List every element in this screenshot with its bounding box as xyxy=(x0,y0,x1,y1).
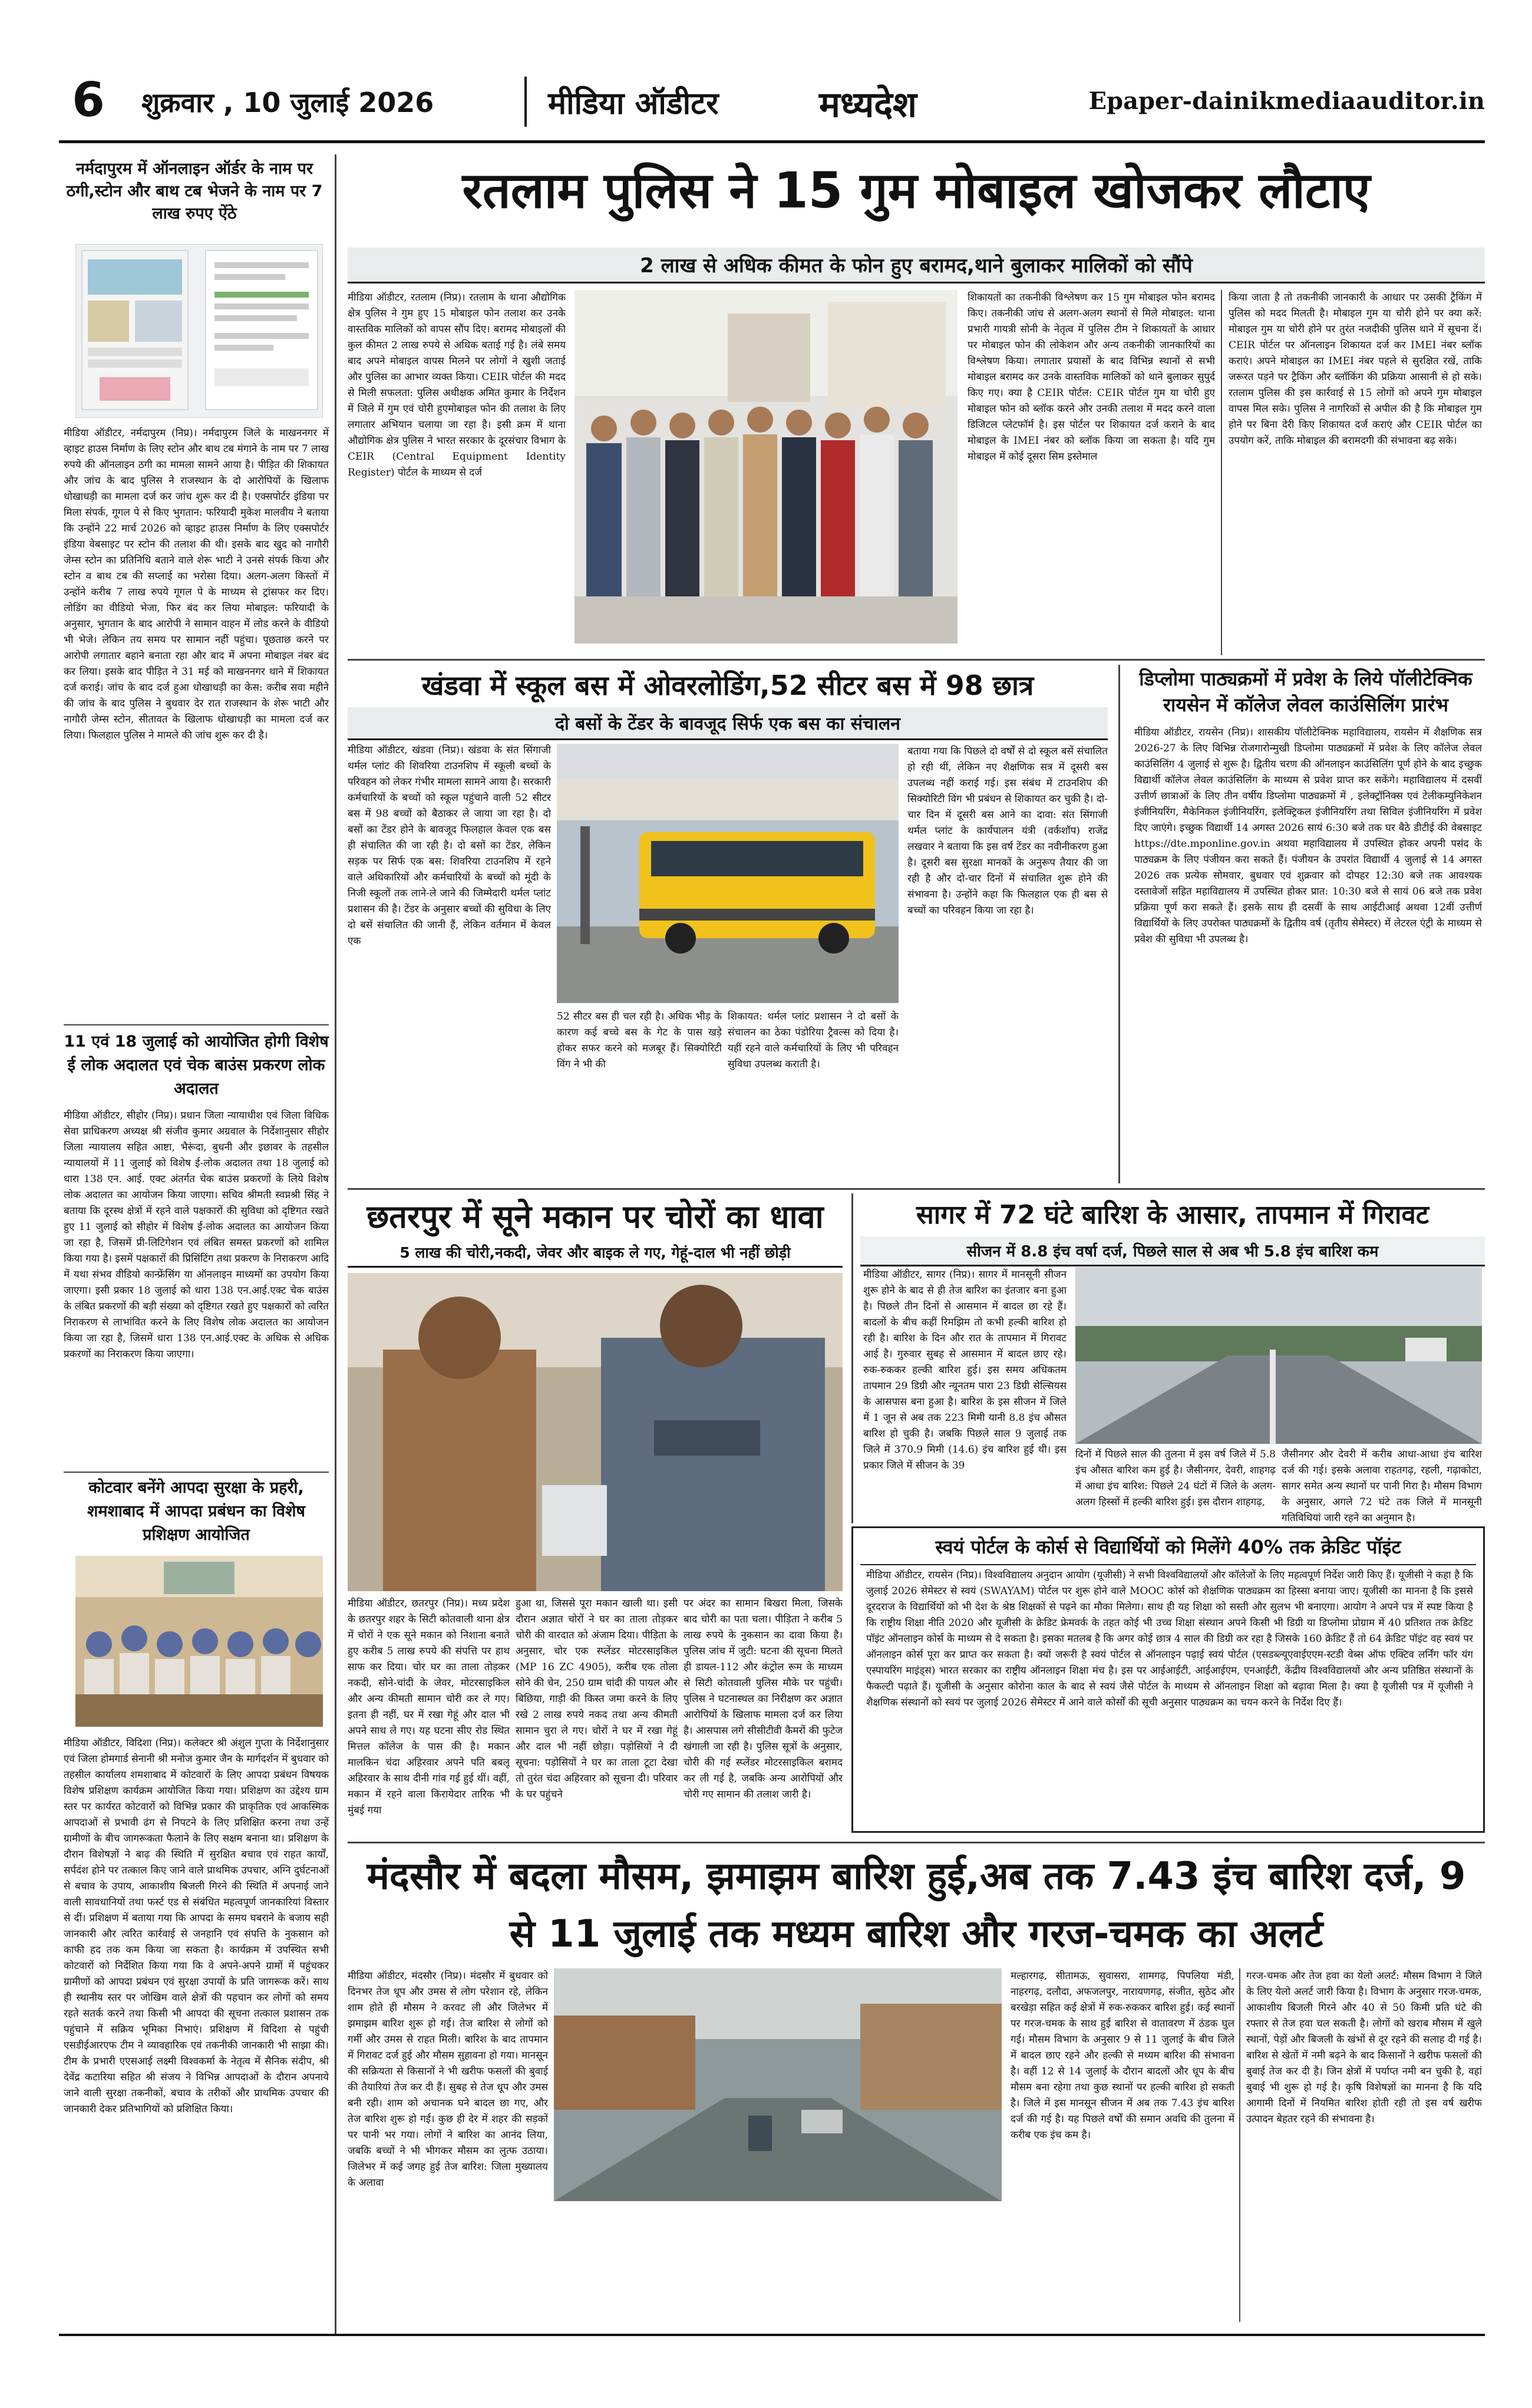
khandwa-headline: खंडवा में स्कूल बस में ओवरलोडिंग,52 सीटर बस में 98 छात्र xyxy=(421,669,1034,701)
khandwa-subheadline: दो बसों के टेंडर के बावजूद सिर्फ एक बस का संचालन xyxy=(348,707,1108,740)
page-bottom-rule xyxy=(59,2334,1485,2336)
section-name: मध्यदेश xyxy=(819,84,917,126)
left-story1-title: नर्मदापुरम में ऑनलाइन ऑर्डर के नाम पर ठगी,स्टोन और बाथ टब भेजने के नाम पर 7 लाख रुपए ऐंठे xyxy=(66,160,323,223)
chhatarpur-col3: पर अंदर का सामान बिखरा मिला, जिसके बाद चोरी का पता चला। पीड़िता ने करीब 5 लाख रुपये के नुकसान का दावा किया है। पुलिस जांच में जुटी: घटना की सूचना मिलते ही डायल-112 और कंट्रोल रूम के माध्यम से सिटी कोतवाली पुलिस मौके पर पहुंची। पुलिस ने घटनास्थल का निरीक्षण कर अज्ञात आरोपियों के खिलाफ मामला दर्ज कर लिया है। आसपास लगे सीसीटीवी कैमरों की फुटेज खंगाली जा रही है। पुलिस सूत्रों के अनुसार, चोरी की गई स्प्लेंडर मोटरसाइकिल बरामद कर ली गई है, जबकि अन्य आरोपियों और चोरी गए सामान की तलाश जारी है। xyxy=(684,1598,843,1800)
swayam-headline: स्वयं पोर्टल के कोर्स से विद्यार्थियों को मिलेंगे 40% तक क्रेडिट पॉइंट xyxy=(860,1532,1476,1565)
epaper-url: Epaper-dainikmediaauditor.in xyxy=(1088,87,1485,115)
left-story3-photo xyxy=(75,1556,323,1727)
ratlam-subheadline: 2 लाख से अधिक कीमत के फोन हुए बरामद,थाने बुलाकर मालिकों को सौंपे xyxy=(348,248,1485,283)
swayam-body: मीडिया ऑडीटर, रायसेन (निप्र)। विश्वविद्यालय अनुदान आयोग (यूजीसी) ने सभी विश्वविद्यालयों और कॉलेजों के लिए महत्वपूर्ण निर्देश जारी किए हैं। यूजीसी ने कहा है कि जुलाई 2026 सेमेस्टर से स्वयं (SWAYAM) पोर्टल पर शुरू होने वाले MOOC कोर्स को शैक्षणिक पाठ्यक्रम का हिस्सा बनाया जाए। यूजीसी का मानना है कि इससे दूरदराज के विद्यार्थियों को भी देश के श्रेष्ठ शिक्षकों से पढ़ने का मौका मिलेगा। साथ ही यह शिक्षा को सस्ती और सुलभ भी बनाएगा। आयोग ने अपने पत्र में स्पष्ट किया है कि राष्ट्रीय शिक्षा नीति 2020 और यूजीसी के क्रेडिट फ्रेमवर्क के तहत कोई भी उच्च शिक्षा संस्थान अपने किसी भी डिग्री या डिप्लोमा प्रोग्राम में 40 प्रतिशत तक क्रेडिट पॉइंट ऑनलाइन कोर्स के माध्यम से दे सकता है। इसका मतलब है कि अगर कोई छात्र 4 साल की डिग्री कर रहा है जिसके 160 क्रेडिट हैं तो 64 क्रेडिट पॉइंट वह स्वयं पर ऑनलाइन कोर्स पूरा कर प्राप्त कर सकता है। क्यों जरूरी है स्वयं पोर्टल से ऑनलाइन पढ़ाई स्वयं पोर्टल (एसडब्ल्यूएवाईएएम-स्टडी वेब्स ऑफ एक्टिव लर्निंग फॉर यंग एस्पायरिंग माइंड्स) भारत सरकार का राष्ट्रीय ऑनलाइन शिक्षा मंच है। इस पर आईआईटी, आईआईएम, एनआईटी, केंद्रीय विश्वविद्यालयों और अन्य प्रतिष्ठित संस्थानों के फैकल्टी पढ़ाते हैं। यूजीसी के अनुसार कोरोना काल के बाद से स्वयं जैसे पोर्टल के माध्यम से ऑनलाइन शिक्षा को बढ़ावा मिला है। क्या है यूजीसी पत्र में यूजीसी ने शैक्षणिक संस्थानों को स्वयं पर जुलाई 2026 सेमेस्टर में आने वाले कोर्सों की सूची अनुसार पाठ्यक्रम का चयन करने के निर्देश दिए हैं। xyxy=(866,1569,1473,1708)
left-sep-2 xyxy=(64,1472,329,1473)
mandsaur-col1-cont xyxy=(348,1968,548,2322)
mandsaur-col1: मीडिया ऑडीटर, मंदसौर (निप्र)। मंदसौर में बुधवार को दिनभर तेज धूप और उमस से लोग परेशान रहे, लेकिन शाम होते ही मौसम ने करवट ली और जिलेभर में झमाझम बारिश शुरू हो गई। तेज बारिश से लोगों को गर्मी और उमस से राहत मिली। बारिश के बाद तापमान में गिरावट दर्ज हुई और मौसम सुहावना हो गया। मानसून की सक्रियता से किसानों ने भी खरीफ फसलों की बुवाई की तैयारियां तेज कर दी हैं। सुबह से तेज धूप और उमस बनी रही। शाम को अचानक घने बादल छा गए, और तेज बारिश शुरू हो गई। कुछ ही देर में शहर की सड़कों पर पानी भर गया। लोगों ने बारिश का आनंद लिया, जबकि बच्चों ने भी भीगकर मौसम का लुत्फ उठाया। जिलेभर में कई जगह हुई तेज बारिश: जिला मुख्यालय के अलावा xyxy=(348,1970,548,2189)
swayam-bottom-rule xyxy=(348,1842,1485,1843)
chhatarpur-col1: मीडिया ऑडीटर, छतरपुर (निप्र)। मध्य प्रदेश के छतरपुर शहर के सिटी कोतवाली थाना क्षेत्र में चोरों ने एक सूने मकान को निशाना बनाते हुए करीब 5 लाख रुपये की संपत्ति पर हाथ साफ कर दिया। चोर घर का ताला तोड़कर नकदी, सोने-चांदी के जेवर, मोटरसाइकिल और अन्य कीमती सामान चोरी कर ले गए। इतना ही नहीं, घर में रखा गेहूं और दाल भी अपने साथ ले गए। यह घटना सीए रोड स्थित मित्तल कॉलेज के पास की है। मकान मालकिन चंदा अहिरवार अपने पति बबलू अहिरवार के साथ दीनी गांव गई हुई थीं। वहीं, मकान में रहने वाला किरायेदार तारिक भी मुंबई गया xyxy=(348,1598,510,1816)
ratlam-bottom-rule xyxy=(348,659,1485,661)
sagar-col1: मीडिया ऑडीटर, सागर (निप्र)। सागर में मानसूनी सीजन शुरू होने के बाद से ही तेज बारिश का इंतजार बना हुआ है। पिछले तीन दिनों से आसमान में बादल छा रहे हैं। बादलों के बीच कहीं रिमझिम तो कभी हल्की बारिश हो रही है। बारिश के दिन और रात के तापमान में गिरावट आई है। गुरुवार सुबह से आसमान में बादल छाए रहे। रुक-रुककर हल्की बारिश हुई। इस समय अधिकतम तापमान 29 डिग्री और न्यूनतम पारा 23 डिग्री सेल्सियस के आसपास बना हुआ है। बारिश के इस सीजन में जिले में 1 जून से अब तक 223 मिमी यानी 8.8 इंच औसत बारिश हो चुकी है। जबकि पिछले साल 9 जुलाई तक जिले में 370.9 मिमी (14.6) इंच बारिश हुई थी। इस प्रकार जिले में सीजन के 39 xyxy=(863,1269,1067,1472)
left-column-divider xyxy=(335,154,336,2335)
left-sep-1 xyxy=(64,1024,329,1025)
khandwa-col1: मीडिया ऑडीटर, खंडवा (निप्र)। खंडवा के संत सिंगाजी थर्मल प्लांट की शिवरिया टाउनशिप में स्कूली बच्चों के परिवहन को लेकर गंभीर मामला सामने आया है। सरकारी कर्मचारियों के बच्चों को स्कूल पहुंचाने वाली 52 सीटर बस में 98 बच्चों को बैठाकर ले जाया जा रहा है। दो बसों का टेंडर होने के बावजूद फिलहाल केवल एक बस ही संचालित की जा रही है। दो बसों का टेंडर, लेकिन सड़क पर सिर्फ एक बस: शिवरिया टाउनशिप में रहने वाले अधिकारियों और कर्मचारियों के बच्चों को मूंदी के निजी स्कूलों तक लाने-ले जाने की जिम्मेदारी थर्मल प्लांट प्रशासन की है। टेंडर के अनुसार बच्चों की सुविधा के लिए दो बसें संचालित की जानी हैं, लेकिन वर्तमान में केवल एक xyxy=(348,744,551,947)
mandsaur-rain-photo xyxy=(554,1968,1002,2201)
left-story3-title: कोटवार बनेंगे आपदा सुरक्षा के प्रहरी, शमशाबाद में आपदा प्रबंधन का विशेष प्रशिक्षण आयोजित xyxy=(87,1479,306,1544)
ratlam-col3: किया जाता है तो तकनीकी जानकारी के आधार पर उसकी ट्रैकिंग में पुलिस को मदद मिलती है। मोबाइल गुम या चोरी होने पर क्या करें: मोबाइल गुम या चोरी होने पर तुरंत नजदीकी पुलिस थाने में सूचना दें। CEIR पोर्टल पर ऑनलाइन शिकायत दर्ज कर IMEI नंबर ब्लॉक कराएं। अपने मोबाइल का IMEI नंबर पहले से सुरक्षित रखें, ताकि जरूरत पड़ने पर ट्रैकिंग और ब्लॉकिंग की प्रक्रिया आसानी से हो सके। रतलाम पुलिस की इस कार्रवाई से 15 लोगों को अपने गुम मोबाइल वापस मिल सके। पुलिस ने नागरिकों से अपील की है कि मोबाइल गुम होने पर बिना देरी किए शिकायत दर्ज कराएं और CEIR पोर्टल का उपयोग करें, ताकि मोबाइल की बरामदगी की संभावना बढ़ सके। xyxy=(1229,292,1482,447)
sagar-photo xyxy=(1075,1267,1482,1444)
ratlam-col2: शिकायतों का तकनीकी विश्लेषण कर 15 गुम मोबाइल फोन बरामद किए। तकनीकी जांच से अलग-अलग स्थानों से मिले मोबाइल: थाना प्रभारी गायत्री सोनी के नेतृत्व में पुलिस टीम ने शिकायतों के आधार पर मोबाइल फोन की लोकेशन और अन्य तकनीकी जानकारियों का विश्लेषण किया। लगातार प्रयासों के बाद विभिन्न स्थानों से सभी मोबाइल बरामद कर उनके वास्तविक मालिकों को थाने बुलाकर सुपुर्द किए गए। क्या है CEIR पोर्टल: CEIR पोर्टल गुम या चोरी हुए मोबाइल फोन को ब्लॉक करने और उनकी तलाश में मदद करने वाला डिजिटल प्लेटफॉर्म है। इस पोर्टल पर शिकायत दर्ज कराने के बाद मोबाइल के IMEI नंबर को ब्लॉक किया जा सकता है। यदि गुम मोबाइल में कोई दूसरा सिम इस्तेमाल xyxy=(968,292,1215,463)
khandwa-caption2: शिकायत: थर्मल प्लांट प्रशासन ने दो बसों के संचालन का ठेका पंडोरिया ट्रैवल्स को दिया है। यहीं रहने वाले कर्मचारियों के लिए भी परिवहन सुविधा उपलब्ध कराती है। xyxy=(728,1011,899,1070)
chhatarpur-headline: छतरपुर में सूने मकान पर चोरों का धावा xyxy=(367,1198,824,1235)
sagar-col3: जैसीनगर और देवरी में करीब आधा-आधा इंच बारिश दर्ज की गई। इसके अलावा राहतगढ़, रहली, गढ़ाकोटा, सागर समेत अन्य स्थानों पर पानी गिरा है। मौसम विभाग के अनुसार, अगले 72 घंटे तक जिले में मानसूनी गतिविधियां जारी रहने का अनुमान है। xyxy=(1282,1449,1482,1524)
khandwa-bottom-rule xyxy=(348,1188,1485,1190)
ratlam-col-divider xyxy=(1221,290,1222,655)
masthead-divider xyxy=(524,77,527,127)
chhatarpur-subheadline: 5 लाख की चोरी,नकदी, जेवर और बाइक ले गए, गेहूं-दाल भी नहीं छोड़ी xyxy=(348,1242,843,1268)
left-story2-title: 11 एवं 18 जुलाई को आयोजित होगी विशेष ई लोक अदालत एवं चेक बाउंस प्रकरण लोक अदालत xyxy=(64,1033,329,1098)
khandwa-col3: बताया गया कि पिछले दो वर्षों से दो स्कूल बसें संचालित हो रही थीं, लेकिन नए शैक्षणिक सत्र में दूसरी बस उपलब्ध नहीं कराई गई। इस संबंध में टाउनशिप की सिक्योरिटी विंग भी प्रबंधन से शिकायत कर चुकी है। दो-चार दिन में दूसरी बस आने का दावा: संत सिंगाजी थर्मल प्लांट के कार्यपालन यंत्री (वर्कशॉप) राजेंद्र लखवार ने बताया कि इस वर्ष टेंडर का नवीनीकरण हुआ है। दूसरी बस सुरक्षा मानकों के अनुरूप तैयार की जा रही है और दो-चार दिनों में संचालित शुरू होने की संभावना है। उन्होंने कहा कि फिलहाल एक ही बस से बच्चों का परिवहन किया जा रहा है। xyxy=(907,746,1108,916)
page-number: 6 xyxy=(72,72,105,127)
raisen-headline: डिप्लोमा पाठ्यक्रमों में प्रवेश के लिये पॉलीटेक्निक रायसेन में कॉलेज लेवल काउंसिलिंग प्रारंभ xyxy=(1139,668,1472,716)
chhatarpur-col2: हुआ था, जिससे पूरा मकान खाली था। इसी दौरान अज्ञात चोरों ने घर का ताला तोड़कर चोरी की वारदात को अंजाम दिया। पीड़िता के अनुसार, चोर एक स्प्लेंडर मोटरसाइकिल (MP 16 ZC 4905), करीब एक तोला सोने की चेन, 250 ग्राम चांदी की पायल और बिछिया, गाड़ी की किस्त जमा करने के लिए रखे 2 लाख रुपये नकद तथा अन्य कीमती सामान चुरा ले गए। चोरों ने घर में रखा गेहूं और दाल भी नहीं छोड़ा। पड़ोसियों ने दी सूचना: पड़ोसियों ने घर का ताला टूटा देखा तो तुरंत चंदा अहिरवार को सूचना दी। परिवार के घर पहुंचने xyxy=(516,1598,678,1800)
paper-name: मीडिया ऑडीटर xyxy=(548,86,719,121)
ratlam-headline: रतलाम पुलिस ने 15 गुम मोबाइल खोजकर लौटाए xyxy=(462,161,1371,219)
masthead xyxy=(59,71,1485,136)
left-story1-photo xyxy=(75,244,323,418)
masthead-rule xyxy=(59,140,1485,143)
khandwa-caption1: 52 सीटर बस ही चल रही है। अधिक भीड़ के कारण कई बच्चे बस के गेट के पास खड़े होकर सफर करने को मजबूर हैं। सिक्योरिटी विंग ने भी की xyxy=(557,1011,722,1070)
mandsaur-col-divider xyxy=(1239,1968,1240,2322)
left-story2-body: मीडिया ऑडीटर, सीहोर (निप्र)। प्रधान जिला न्यायाधीश एवं जिला विधिक सेवा प्राधिकरण अध्यक्ष श्री संजीव कुमार अग्रवाल के निर्देशानुसार सीहोर जिला न्यायालय सहित आष्टा, भैरूंदा, बुधनी और इछावर के तहसील न्यायालयों में 11 जुलाई को विशेष ई-लोक अदालत तथा 18 जुलाई को धारा 138 एन. आई. एक्ट अंतर्गत चेक बाउंस प्रकरणों के लिये विशेष लोक अदालत का आयोजन किया जाएगा। सचिव श्रीमती स्वप्नश्री सिंह ने बताया कि दूरस्थ क्षेत्रों में रहने वाले पक्षकारों की सुविधा को दृष्टिगत रखते हुए 11 जुलाई को सीहोर में विशेष ई-लोक अदालत का आयोजन किया जा रहा है, जिसमें प्री-लिटिगेशन एवं लंबित समस्त प्रकरणों को शामिल किया गया है। इसमें पक्षकारों की प्रिसिंटिंग तथा प्रकरण के निराकरण आदि में यथा संभव वीडियो कान्फ्रेंसिंग या ऑनलाइन माध्यमों का उपयोग किया जाएगा। इसी प्रकार 18 जुलाई को धारा 138 एन.आई.एक्ट चेक बाउंस के लंबित प्रकरणों की बड़ी संख्या को दृष्टिगत रखते हुए पक्षकारों को त्वरित निराकरण से लाभांवित करने के लिए विशेष लोक अदालत का आयोजन किया जा रहा है, जिसमें धारा 138 एन.आई.एक्ट के अधिक से अधिक प्रकरणों का निराकरण किया जाएगा। xyxy=(64,1110,329,1360)
left-story3-body: मीडिया ऑडीटर, विदिशा (निप्र)। कलेक्टर श्री अंशुल गुप्ता के निर्देशानुसार एवं जिला होमगार्ड सेनानी श्री मनोज कुमार जैन के मार्गदर्शन में बुधवार को तहसील कार्यालय शमशाबाद में कोटवारों के लिए आपदा प्रबंधन विषयक विशेष प्रशिक्षण कार्यक्रम आयोजित किया गया। प्रशिक्षण का उद्देश्य ग्राम स्तर पर कार्यरत कोटवारों को विभिन्न प्रकार की प्राकृतिक एवं आकस्मिक आपदाओं से प्रभावी ढंग से निपटने के लिए प्रशिक्षित करना तथा उन्हें ग्रामीणों के बीच जागरूकता फैलाने के लिए सक्षम बनाना था। प्रशिक्षण के दौरान विशेषज्ञों ने बाढ़ की स्थिति में सुरक्षित बचाव एवं राहत कार्यों, सर्पदंश होने पर तत्काल किए जाने वाले प्राथमिक उपचार, अग्नि दुर्घटनाओं से बचाव के उपाय, आकाशीय बिजली गिरने की स्थिति में अपनाई जाने वाली सावधानियों तथा फर्स्ट एड से संबंधित महत्वपूर्ण जानकारियां विस्तार से दीं। प्रशिक्षण में बताया गया कि आपदा के समय घबराने के बजाय सही जानकारी और त्वरित कार्रवाई से जनहानि एवं संपत्ति के नुकसान को काफी हद तक कम किया जा सकता है। कार्यक्रम में उपस्थित सभी कोटवारों को निर्देशित किया गया कि वे अपने-अपने ग्रामों में पहुंचकर ग्रामीणों को आपदा प्रबंधन एवं सुरक्षा उपायों के प्रति जागरूक करें। साथ ही स्थानीय स्तर पर जोखिम वाले क्षेत्रों की पहचान कर लोगों को समय रहते सतर्क करने तथा किसी भी आपदा की सूचना तत्काल प्रशासन तक पहुंचाने में सक्रिय भूमिका निभाएं। प्रशिक्षण में विदिशा से पहुंची एसडीईआरएफ टीम ने व्यावहारिक एवं तकनीकी जानकारी भी साझा की। टीम के प्रभारी एएसआई लक्ष्मी विश्वकर्मा के नेतृत्व में सैनिक संदीप, श्री देवेंद्र कटारिया सहित श्री संजय ने विभिन्न आपदाओं के दौरान अपनाये जाने वाली सुरक्षा तकनीकों, बचाव के तरीकों और प्राथमिक उपचार की जानकारी देकर प्रतिभागियों को प्रशिक्षित किया। xyxy=(64,1737,329,2115)
chhatarpur-photo xyxy=(348,1273,843,1591)
raisen-left-rule xyxy=(1118,665,1120,1183)
mandsaur-headline: मंदसौर में बदला मौसम, झमाझम बारिश हुई,अब तक 7.43 इंच बारिश दर्ज, 9 से 11 जुलाई तक मध्यम बारिश और गरज-चमक का अलर्ट xyxy=(367,1855,1466,1956)
raisen-body: मीडिया ऑडीटर, रायसेन (निप्र)। शासकीय पॉलीटेक्निक महाविद्यालय, रायसेन में शैक्षणिक सत्र 2026-27 के लिए विभिन्न रोजगारोन्मुखी डिप्लोमा पाठ्यक्रमों में प्रवेश के लिए कॉलेज लेवल काउंसिलिंग 4 जुलाई से शुरू है। द्वितीय चरण की ऑनलाइन काउंसिलिंग पूर्ण होने के बाद इच्छुक विद्यार्थी कॉलेज लेवल काउंसिलिंग के माध्यम से प्रवेश प्राप्त कर सकेंगे। महाविद्यालय में दसवीं उत्तीर्ण छात्राओं के लिए तीन वर्षीय डिप्लोमा पाठ्यक्रमों में , इलेक्ट्रॉनिक्स एवं टेलीकम्युनिकेशन इंजीनियरिंग, मैकेनिकल इंजीनियरिंग, इलेक्ट्रिकल इंजीनियरिंग तथा सिविल इंजीनियरिंग में प्रवेश दिए जाएंगे। इच्छुक विद्यार्थी 14 अगस्त 2026 सायं 6:30 बजे तक घर बैठे डीटीई की वेबसाइट https://dte.mponline.gov.in अथवा महाविद्यालय में उपस्थित होकर अपनी पसंद के पाठ्यक्रम के लिए पंजीयन करा सकते हैं। पंजीयन के उपरांत विद्यार्थी 4 जुलाई से 14 अगस्त 2026 तक प्रत्येक सोमवार, बुधवार एवं शुक्रवार को दोपहर 12:30 बजे तक आवश्यक दस्तावेजों सहित महाविद्यालय में उपस्थित होकर प्रात: 10:30 बजे से सायं 06 बजे तक प्रवेश प्रक्रिया पूर्ण करा सकते हैं। इसके साथ ही दसवीं के साथ आईटीआई अथवा 12वीं उत्तीर्ण विद्यार्थियों के लिए उपरोक्त पाठ्यक्रमों के द्वितीय वर्ष (तृतीय सेमेस्टर) में लेटरल एंट्री के माध्यम से प्रवेश की सुविधा भी उपलब्ध है। xyxy=(1134,727,1482,945)
sagar-col2: दिनों में पिछले साल की तुलना में इस वर्ष जिले में 5.8 इंच औसत बारिश कम हुई है। जैसीनगर, देवरी, शाहगढ़ में आधा इंच बारिश: पिछले 24 घंटों में जिले के अलग-अलग हिस्सों में हल्की बारिश हुई। इस दौरान शाहगढ़, xyxy=(1075,1449,1276,1508)
masthead-date: शुक्रवार , 10 जुलाई 2026 xyxy=(141,87,434,118)
sagar-subheadline: सीजन में 8.8 इंच वर्षा दर्ज, पिछले साल से अब भी 5.8 इंच बारिश कम xyxy=(860,1236,1485,1266)
left-story1-body: मीडिया ऑडीटर, नर्मदापुरम (निप्र)। नर्मदापुरम जिले के माखननगर में व्हाइट हाउस निर्माण के लिए स्टोन और बाथ टब मंगाने के नाम पर 7 लाख रुपये की ऑनलाइन ठगी का मामला सामने आया है। पीड़ित की शिकायत और जांच के बाद पुलिस ने राजस्थान के दो आरोपियों के खिलाफ धोखाधड़ी का मामला दर्ज कर जांच शुरू कर दी है। एक्सपोर्टर इंडिया पर मिला संपर्क, गूगल पे से किए भुगतान: फरियादी मुकेश मालवीय ने बताया कि उन्होंने 22 मार्च 2026 को व्हाइट हाउस निर्माण के लिए एक्सपोर्टर इंडिया वेबसाइट पर स्टोन की तलाश की थी। इसके बाद खुद को नागौरी जेम्स स्टोन का प्रतिनिधि बताने वाले शेरू भाटी ने उनसे संपर्क किया और स्टोन व बाथ टब की सप्लाई का भरोसा दिया। अलग-अलग किस्तों में उन्होंने करीब 7 लाख रुपये गूगल पे के माध्यम से ट्रांसफर कर दिए। लोडिंग का वीडियो भेजा, फिर बंद कर लिया मोबाइल: फरियादी के अनुसार, भुगतान के बाद आरोपी ने सामान वाहन में लोड करने के वीडियो भी भेजे। लेकिन तय समय पर सामान नहीं पहुंचा। पूछताछ करने पर आरोपी लगातार बहाने बनाता रहा और बाद में अपना मोबाइल नंबर बंद कर लिया। इसके बाद पीड़ित ने 31 मई को माखननगर थाने में शिकायत दर्ज कराई। जांच के बाद दर्ज हुआ धोखाधड़ी का केस: करीब सवा महीने की जांच के बाद पुलिस ने बुधवार देर रात राजस्थान के शेरू भाटी और नागौरी जेम्स स्टोन, सीतावत के खिलाफ धोखाधड़ी का मामला दर्ज कर लिया। फिलहाल पुलिस ने मामले की जांच शुरू कर दी है। xyxy=(64,427,329,741)
khandwa-bus-photo xyxy=(557,744,899,1003)
ratlam-col1: मीडिया ऑडीटर, रतलाम (निप्र)। रतलाम के थाना औद्योगिक क्षेत्र पुलिस ने गुम हुए 15 मोबाइल फोन तलाश कर उनके वास्तविक मालिकों को वापस सौंप दिए। बरामद मोबाइलों की कुल कीमत 2 लाख रुपये से अधिक बताई गई है। लंबे समय बाद अपने मोबाइल वापस मिलने पर लोगों ने खुशी जताई और पुलिस का आभार व्यक्त किया। CEIR पोर्टल की मदद से मिली सफलता: पुलिस अधीक्षक अमित कुमार के निर्देशन में जिले में गुम एवं चोरी हुएमोबाइल फोन की तलाश के लिए लगातार अभियान चलाया जा रहा है। इसी क्रम में थाना औद्योगिक क्षेत्र पुलिस ने भारत सरकार के दूरसंचार विभाग के CEIR (Central Equipment Identity Register) पोर्टल के माध्यम से दर्ज xyxy=(348,292,566,479)
mandsaur-col3: गरज-चमक और तेज हवा का येलो अलर्ट: मौसम विभाग ने जिले के लिए येलो अलर्ट जारी किया है। विभाग के अनुसार गरज-चमक, आकाशीय बिजली गिरने और 40 से 50 किमी प्रति घंटे की रफ्तार से तेज हवा चल सकती है। लोगों को खराब मौसम में खुले स्थानों, पेड़ों और बिजली के खंभों से दूर रहने की सलाह दी गई है। बारिश से खेतों में नमी बढ़ने के बाद किसानों ने खरीफ फसलों की बुवाई तेज कर दी है। जिन क्षेत्रों में पर्याप्त नमी बन चुकी है, वहां बुवाई भी शुरू हो गई है। कृषि विशेषज्ञों का मानना है कि यदि आगामी दिनों में नियमित बारिश होती रही तो इस वर्ष खरीफ उत्पादन बेहतर रहने की संभावना है। xyxy=(1246,1970,1482,2125)
sagar-left-rule xyxy=(851,1193,853,1523)
ratlam-photo xyxy=(574,290,958,644)
mandsaur-col2: मल्हारगढ़, सीतामऊ, सुवासरा, शामगढ़, पिपलिया मंडी, नाहरगढ़, दलौदा, अफजलपुर, नारायणगढ़, संजीत, सुठेद और बरखेड़ा सहित कई क्षेत्रों में रुक-रुककर बारिश हुई। कई स्थानों पर गरज-चमक के साथ हुई बारिश से वातावरण में ठंडक घुल गई। मौसम विभाग के अनुसार 9 से 11 जुलाई के बीच जिले में बादल छाए रहने और हल्की से मध्यम बारिश की संभावना है। वहीं 12 से 14 जुलाई के दौरान बादलों और धूप के बीच मौसम बना रहेगा तथा कुछ स्थानों पर हल्की बारिश हो सकती है। जिले में इस मानसून सीजन में अब तक 7.43 इंच बारिश दर्ज की गई है। यह पिछले वर्षों की समान अवधि की तुलना में करीब एक इंच कम है। xyxy=(1011,1970,1234,2141)
sagar-headline: सागर में 72 घंटे बारिश के आसार, तापमान में गिरावट xyxy=(916,1200,1429,1230)
